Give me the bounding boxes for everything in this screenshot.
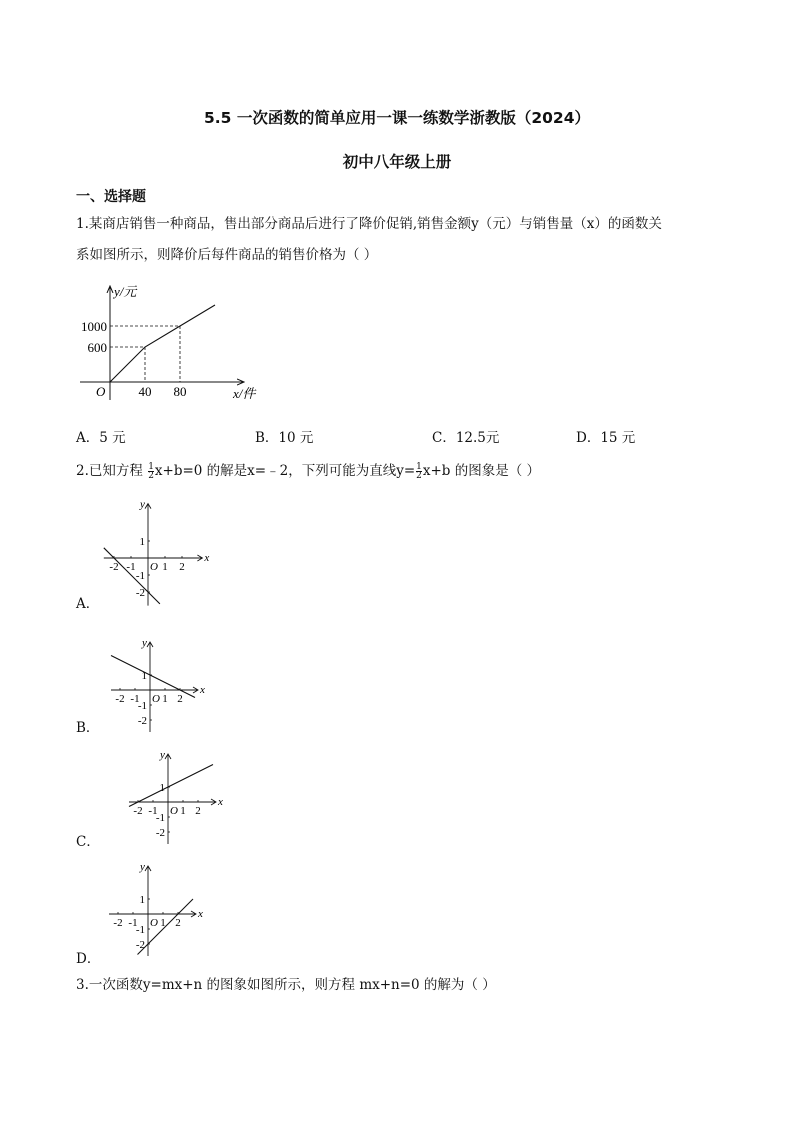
- origin-label: O: [150, 917, 158, 929]
- graph-line: [135, 899, 194, 955]
- question-1-line-1: 1.某商店销售一种商品，售出部分商品后进行了降价促销,销售金额y（元）与销售量（x）的函数关: [76, 216, 662, 232]
- q2-option-a-graph: [100, 500, 225, 610]
- question-3-text: 3.一次函数y=mx+n 的图象如图所示，则方程 mx+n=0 的解为（ ）: [76, 977, 496, 993]
- x-tick-label: 2: [175, 917, 181, 929]
- y-tick-label: -1: [137, 700, 147, 712]
- section-heading: 一、选择题: [76, 189, 146, 205]
- q2-option-b-label[interactable]: B．: [76, 720, 100, 736]
- question-2-text: [76, 460, 540, 482]
- x-tick-label: -1: [148, 805, 158, 817]
- y-tick-label: 1: [139, 536, 145, 548]
- x-tick-label: -2: [115, 693, 125, 705]
- x-tick-label: 2: [177, 693, 183, 705]
- y-tick-label: -2: [135, 587, 145, 599]
- q2-text-b: x+b=0 的解是x=﹣2，下列可能为直线y=: [154, 463, 416, 479]
- q2-option-d-graph: [100, 852, 225, 962]
- graph-line: [129, 765, 213, 807]
- q2-option-b-graph: [100, 630, 225, 740]
- q1-option-b[interactable]: B．10 元: [255, 430, 314, 446]
- question-1-graph: [68, 280, 268, 405]
- q1-x-axis-label: x/件: [233, 386, 256, 401]
- x-tick-label: -1: [128, 917, 138, 929]
- origin-label: O: [170, 805, 178, 817]
- x-axis-label: x: [200, 684, 205, 696]
- x-tick-label: 2: [195, 805, 201, 817]
- q1-x-tick-40: 40: [138, 384, 152, 399]
- x-tick-label: -1: [126, 561, 136, 573]
- y-tick-label: -2: [155, 827, 165, 839]
- x-tick-label: 1: [162, 693, 168, 705]
- y-axis-label: y: [142, 637, 147, 649]
- q2-text-c: x+b 的图象是（ ）: [422, 463, 541, 479]
- q1-origin-label: O: [96, 384, 106, 399]
- document-title: 5.5 一次函数的简单应用一课一练数学浙教版（2024）: [204, 109, 590, 127]
- y-tick-label: -1: [135, 570, 145, 582]
- q2-fraction-2: $\frac{1}{2}$: [416, 462, 422, 481]
- q1-y-tick-600: 600: [87, 340, 107, 355]
- q1-y-tick-1000: 1000: [81, 319, 107, 334]
- q1-option-d[interactable]: D．15 元: [576, 430, 636, 446]
- q1-x-tick-80: 80: [173, 384, 187, 399]
- y-tick-label: 1: [141, 670, 147, 682]
- origin-label: O: [150, 561, 158, 573]
- y-axis-label: y: [140, 861, 145, 873]
- x-tick-label: 1: [180, 805, 186, 817]
- q2-text-a: 2.已知方程: [76, 463, 143, 479]
- y-tick-label: -1: [155, 812, 165, 824]
- y-tick-label: -1: [135, 924, 145, 936]
- q1-sales-line: [110, 305, 215, 382]
- q1-y-axis-label: y/元: [114, 284, 137, 299]
- graph-line: [111, 656, 195, 698]
- x-axis-label: x: [198, 908, 203, 920]
- y-tick-label: 1: [139, 894, 145, 906]
- y-axis-label: y: [140, 500, 145, 511]
- x-axis-label: x: [204, 552, 210, 564]
- origin-label: O: [152, 693, 160, 705]
- x-tick-label: -2: [109, 561, 119, 573]
- q2-option-d-label[interactable]: D．: [76, 951, 101, 967]
- x-tick-label: 2: [179, 561, 185, 573]
- x-axis-label: x: [218, 796, 223, 808]
- graph-line: [104, 548, 160, 604]
- x-tick-label: 1: [160, 917, 166, 929]
- q1-option-a[interactable]: A．5 元: [76, 430, 126, 446]
- question-1-line-2: 系如图所示，则降价后每件商品的销售价格为（ ）: [76, 247, 378, 263]
- x-tick-label: -2: [113, 917, 123, 929]
- y-axis-label: y: [160, 749, 165, 761]
- q2-option-a-label[interactable]: A．: [76, 596, 100, 612]
- x-tick-label: -2: [133, 805, 143, 817]
- q1-option-c[interactable]: C．12.5元: [432, 430, 500, 446]
- document-subtitle: 初中八年级上册: [342, 153, 452, 171]
- q2-option-c-graph: [100, 742, 225, 852]
- x-tick-label: -1: [130, 693, 140, 705]
- q2-fraction-1: $\frac{1}{2}$: [148, 462, 154, 481]
- y-tick-label: 1: [159, 782, 165, 794]
- x-tick-label: 1: [162, 561, 168, 573]
- q2-option-c-label[interactable]: C．: [76, 834, 100, 850]
- y-tick-label: -2: [135, 939, 145, 951]
- y-tick-label: -2: [137, 715, 147, 727]
